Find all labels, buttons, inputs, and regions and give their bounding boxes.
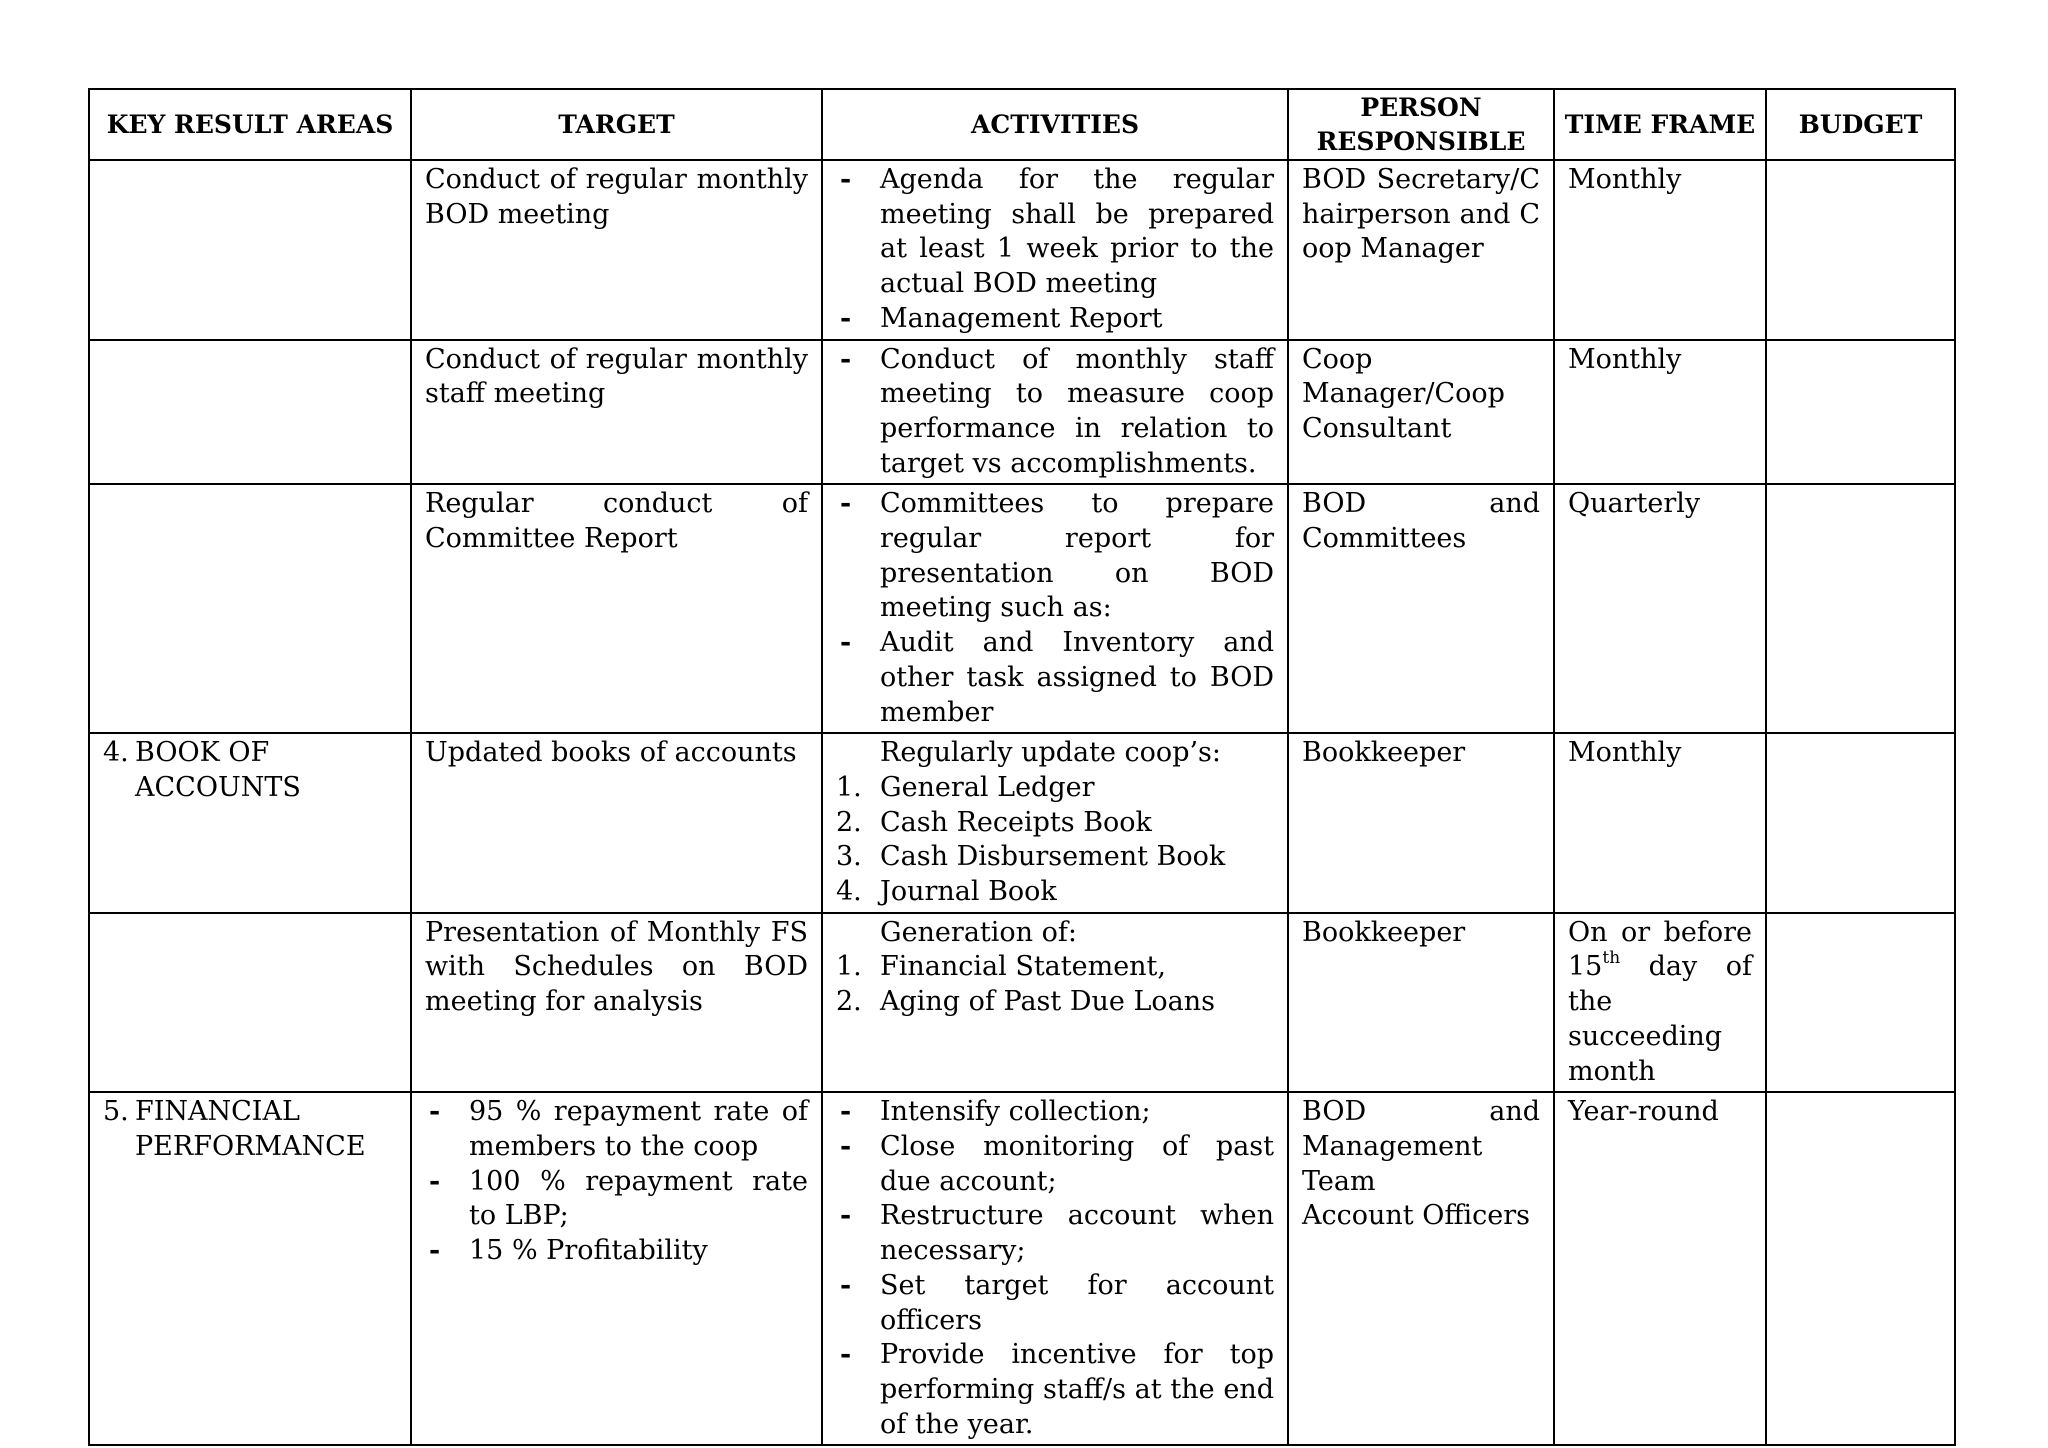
- budget-cell: [1766, 733, 1955, 913]
- kra-cell: [89, 484, 411, 733]
- activity-item: 2. Cash Receipts Book: [836, 806, 1152, 838]
- target-item: - 15 % Profitability: [425, 1234, 808, 1269]
- activity-item: - Agenda for the regular meeting shall be prepared at least 1 week prior to the actual BOD meeting: [836, 163, 1274, 302]
- header-row: [89, 89, 1955, 160]
- header-budget: BUDGET: [1766, 89, 1955, 160]
- activity-item: - Intensify collection;: [836, 1095, 1274, 1130]
- table-row: [89, 160, 1955, 340]
- header-time-frame: TIME FRAME: [1554, 89, 1766, 160]
- activities-cell: [822, 484, 1288, 733]
- person-cell: Bookkeeper: [1288, 913, 1554, 1093]
- kra-cell: [89, 1092, 411, 1445]
- person-line: BOD and Management Team: [1302, 1096, 1540, 1197]
- table-row: [89, 733, 1955, 913]
- activities-cell: [822, 160, 1288, 340]
- header-target: TARGET: [411, 89, 822, 160]
- kra-cell: [89, 160, 411, 340]
- activities-cell: [822, 340, 1288, 485]
- time-frame-cell: Monthly: [1554, 160, 1766, 340]
- kra-cell: [89, 733, 411, 913]
- activities-cell: [822, 913, 1288, 1093]
- table-row: [89, 484, 1955, 733]
- activity-item: - Close monitoring of past due account;: [836, 1130, 1274, 1199]
- action-plan-table: [88, 88, 1956, 1446]
- time-frame-cell: On or before 15th day of the succeeding month: [1554, 913, 1766, 1093]
- document-page: [88, 88, 1954, 1446]
- target-cell: Conduct of regular monthly staff meeting: [411, 340, 822, 485]
- table-row: [89, 913, 1955, 1093]
- target-cell: Regular conduct of Committee Report: [411, 484, 822, 733]
- person-line: Account Officers: [1302, 1200, 1531, 1232]
- person-cell: [1288, 1092, 1554, 1445]
- activity-item: - Provide incentive for top performing staff/s at the end of the year.: [836, 1338, 1274, 1442]
- activity-item: 2. Aging of Past Due Loans: [836, 986, 1215, 1018]
- kra-cell: [89, 340, 411, 485]
- activity-item: - Management Report: [836, 302, 1274, 337]
- kra-title: FINANCIAL PERFORMANCE: [135, 1096, 366, 1162]
- time-frame-cell: Monthly: [1554, 733, 1766, 913]
- person-cell: BOD Secretary/Chairperson and Coop Manager: [1288, 160, 1554, 340]
- activity-item: - Conduct of monthly staff meeting to measure coop performance in relation to target vs accomplishments.: [836, 343, 1274, 482]
- table-row: [89, 1092, 1955, 1445]
- person-cell: Coop Manager/Coop Consultant: [1288, 340, 1554, 485]
- kra-number: 4.: [103, 737, 129, 769]
- kra-number: 5.: [103, 1096, 129, 1128]
- target-item: - 95 % repayment rate of members to the coop: [425, 1095, 808, 1164]
- activity-item: - Audit and Inventory and other task assigned to BOD member: [836, 626, 1274, 730]
- budget-cell: [1766, 340, 1955, 485]
- budget-cell: [1766, 484, 1955, 733]
- person-cell: BOD and Committees: [1288, 484, 1554, 733]
- activities-cell: [822, 733, 1288, 913]
- activity-item: 1. General Ledger: [836, 771, 1095, 803]
- activity-item: 1. Financial Statement,: [836, 951, 1166, 983]
- budget-cell: [1766, 160, 1955, 340]
- time-frame-cell: Quarterly: [1554, 484, 1766, 733]
- header-person-responsible: PERSON RESPONSIBLE: [1288, 89, 1554, 160]
- target-item: - 100 % repayment rate to LBP;: [425, 1165, 808, 1234]
- person-cell: Bookkeeper: [1288, 733, 1554, 913]
- budget-cell: [1766, 913, 1955, 1093]
- activity-item: - Set target for account officers: [836, 1269, 1274, 1338]
- table-row: [89, 340, 1955, 485]
- kra-cell: [89, 913, 411, 1093]
- kra-title: BOOK OF ACCOUNTS: [135, 737, 301, 803]
- activity-item: - Committees to prepare regular report for presentation on BOD meeting such as:: [836, 487, 1274, 626]
- target-cell: Conduct of regular monthly BOD meeting: [411, 160, 822, 340]
- activity-item: 4. Journal Book: [836, 876, 1057, 908]
- header-kra: KEY RESULT AREAS: [89, 89, 411, 160]
- activity-item: 3. Cash Disbursement Book: [836, 841, 1226, 873]
- activities-intro: Regularly update coop’s:: [880, 737, 1222, 769]
- time-frame-cell: Year-round: [1554, 1092, 1766, 1445]
- budget-cell: [1766, 1092, 1955, 1445]
- activities-intro: Generation of:: [880, 916, 1077, 948]
- target-cell: [411, 1092, 822, 1445]
- target-cell: Updated books of accounts: [411, 733, 822, 913]
- target-cell: Presentation of Monthly FS with Schedules on BOD meeting for analysis: [411, 913, 822, 1093]
- activities-cell: [822, 1092, 1288, 1445]
- header-activities: ACTIVITIES: [822, 89, 1288, 160]
- time-frame-cell: Monthly: [1554, 340, 1766, 485]
- activity-item: - Restructure account when necessary;: [836, 1199, 1274, 1268]
